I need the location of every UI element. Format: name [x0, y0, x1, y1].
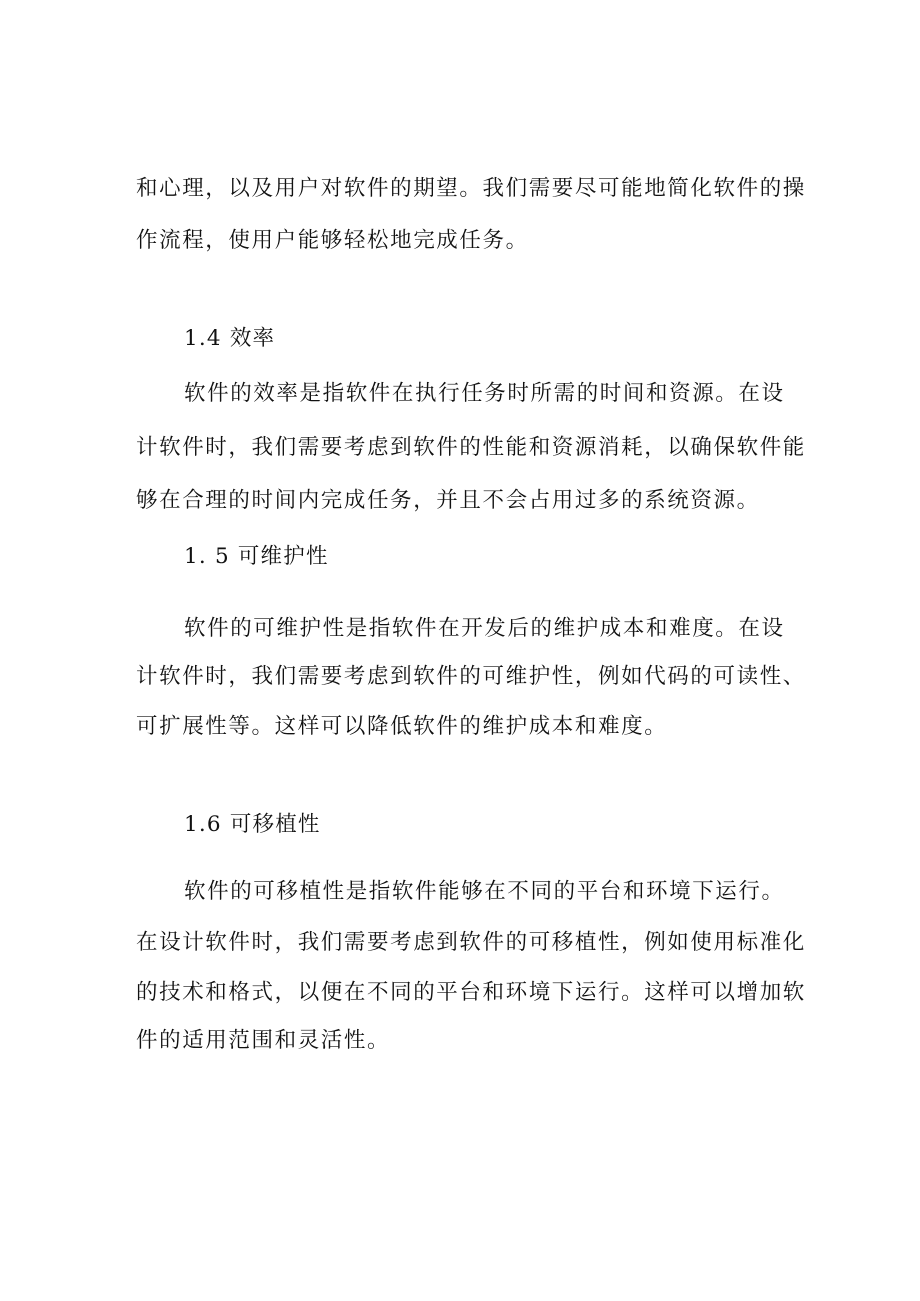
maintainability-line-1: 软件的可维护性是指软件在开发后的维护成本和难度。在设 — [184, 616, 785, 641]
efficiency-line-2: 计软件时，我们需要考虑到软件的性能和资源消耗，以确保软件能 — [136, 435, 806, 460]
maintainability-line-2: 计软件时，我们需要考虑到软件的可维护性，例如代码的可读性、 — [136, 664, 806, 689]
portability-line-1: 软件的可移植性是指软件能够在不同的平台和环境下运行。 — [184, 879, 785, 904]
portability-line-4: 件的适用范围和灵活性。 — [136, 1028, 391, 1053]
section-heading-maintainability: 1. 5 可维护性 — [184, 544, 329, 569]
section-heading-portability: 1.6 可移植性 — [184, 812, 321, 837]
efficiency-line-3: 够在合理的时间内完成任务，并且不会占用过多的系统资源。 — [136, 488, 760, 513]
portability-line-2: 在设计软件时，我们需要考虑到软件的可移植性，例如使用标准化 — [136, 930, 806, 955]
intro-line-2: 作流程，使用户能够轻松地完成任务。 — [136, 228, 529, 253]
portability-line-3: 的技术和格式，以便在不同的平台和环境下运行。这样可以增加软 — [136, 980, 806, 1005]
section-heading-efficiency: 1.4 效率 — [184, 326, 276, 351]
efficiency-line-1: 软件的效率是指软件在执行任务时所需的时间和资源。在设 — [184, 381, 785, 406]
maintainability-line-3: 可扩展性等。这样可以降低软件的维护成本和难度。 — [136, 714, 668, 739]
intro-line-1: 和心理，以及用户对软件的期望。我们需要尽可能地简化软件的操 — [136, 176, 806, 201]
